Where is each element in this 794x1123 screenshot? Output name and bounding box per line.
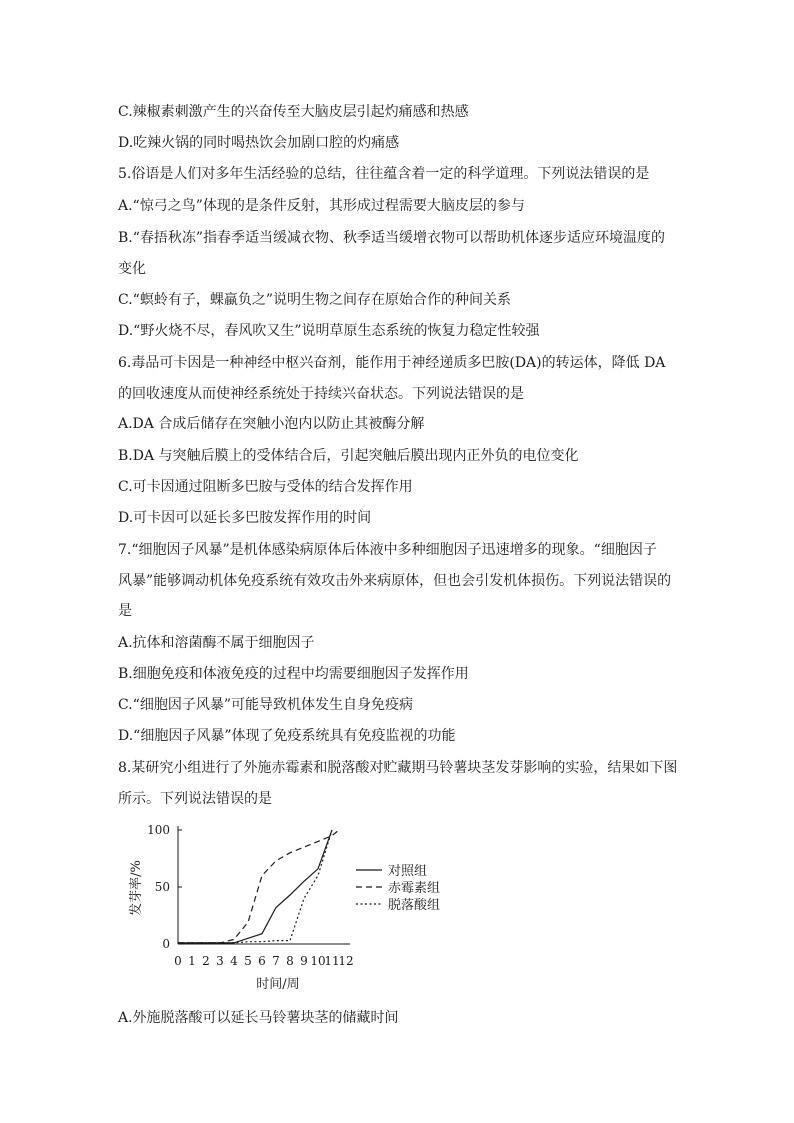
option-a: A.外施脱落酸可以延长马铃薯块茎的储藏时间	[118, 1010, 399, 1026]
question-5-stem: 5.俗语是人们对多年生活经验的总结，往往蕴含着一定的科学道理。下列说法错误的是	[118, 166, 650, 182]
question-7-stem-end: 是	[118, 603, 132, 619]
option-a: A.DA 合成后储存在突触小泡内以防止其被酶分解	[118, 416, 425, 432]
x-tick-label: 9	[300, 954, 308, 968]
x-tick-label: 7	[272, 954, 280, 968]
y-tick-label: 50	[154, 880, 170, 894]
y-axis-label: 发芽率/%	[129, 860, 144, 916]
germination-rate-chart	[120, 818, 460, 996]
option-b: B.“春捂秋冻”指春季适当缓减衣物、秋季适当缓增衣物可以帮助机体逐步适应环境温度的	[118, 230, 666, 246]
x-tick-label: 11	[324, 954, 340, 968]
series-line-2	[178, 830, 339, 943]
x-tick-label: 2	[202, 954, 210, 968]
question-8-stem: 8.某研究小组进行了外施赤霉素和脱落酸对贮藏期马铃薯块茎发芽影响的实验，结果如下图	[118, 760, 678, 776]
x-tick-label: 12	[338, 954, 354, 968]
x-tick-label: 0	[174, 954, 182, 968]
option-b-continued: 变化	[118, 261, 146, 277]
x-tick-label: 3	[216, 954, 224, 968]
option-c: C.“螟蛉有子，蜾蠃负之”说明生物之间存在原始合作的种间关系	[118, 292, 511, 308]
text-line: C.辣椒素刺激产生的兴奋传至大脑皮层引起灼痛感和热感	[118, 104, 469, 120]
x-tick-label: 5	[244, 954, 252, 968]
x-axis-label: 时间/周	[256, 977, 300, 992]
x-tick-label: 8	[286, 954, 294, 968]
question-8-stem-continued: 所示。下列说法错误的是	[118, 791, 272, 807]
x-tick-label: 10	[310, 954, 326, 968]
y-tick-label: 100	[147, 823, 170, 837]
option-d: D.“野火烧不尽，春风吹又生”说明草原生态系统的恢复力稳定性较强	[118, 323, 540, 339]
option-c: C.“细胞因子风暴”可能导致机体发生自身免疫病	[118, 697, 413, 713]
option-a: A.抗体和溶菌酶不属于细胞因子	[118, 635, 315, 651]
question-7-stem-continued: 风暴”能够调动机体免疫系统有效攻击外来病原体，但也会引发机体损伤。下列说法错误的	[118, 573, 672, 589]
y-tick-label: 0	[162, 937, 170, 951]
option-a: A.“惊弓之鸟”体现的是条件反射，其形成过程需要大脑皮层的参与	[118, 198, 525, 214]
x-tick-label: 6	[258, 954, 266, 968]
legend-label: 脱落酸组	[388, 898, 441, 913]
option-b: B.DA 与突触后膜上的受体结合后，引起突触后膜出现内正外负的电位变化	[118, 448, 579, 464]
x-tick-label: 4	[230, 954, 238, 968]
text-line: D.吃辣火锅的同时喝热饮会加剧口腔的灼痛感	[118, 135, 400, 151]
series-line-1	[178, 830, 332, 943]
x-tick-label: 1	[188, 954, 196, 968]
series-line-3	[178, 830, 332, 943]
option-d: D.“细胞因子风暴”体现了免疫系统具有免疫监视的功能	[118, 728, 456, 744]
question-7-stem: 7.“细胞因子风暴”是机体感染病原体后体液中多种细胞因子迅速增多的现象。“细胞因子	[118, 542, 657, 558]
option-d: D.可卡因可以延长多巴胺发挥作用的时间	[118, 510, 372, 526]
question-6-stem-continued: 的回收速度从而使神经系统处于持续兴奋状态。下列说法错误的是	[118, 386, 524, 402]
option-b: B.细胞免疫和体液免疫的过程中均需要细胞因子发挥作用	[118, 666, 469, 682]
legend-label: 对照组	[388, 864, 428, 879]
question-6-stem: 6.毒品可卡因是一种神经中枢兴奋剂，能作用于神经递质多巴胺(DA)的转运体，降低 DA	[118, 355, 666, 371]
option-c: C.可卡因通过阻断多巴胺与受体的结合发挥作用	[118, 479, 413, 495]
legend-label: 赤霉素组	[388, 881, 441, 896]
